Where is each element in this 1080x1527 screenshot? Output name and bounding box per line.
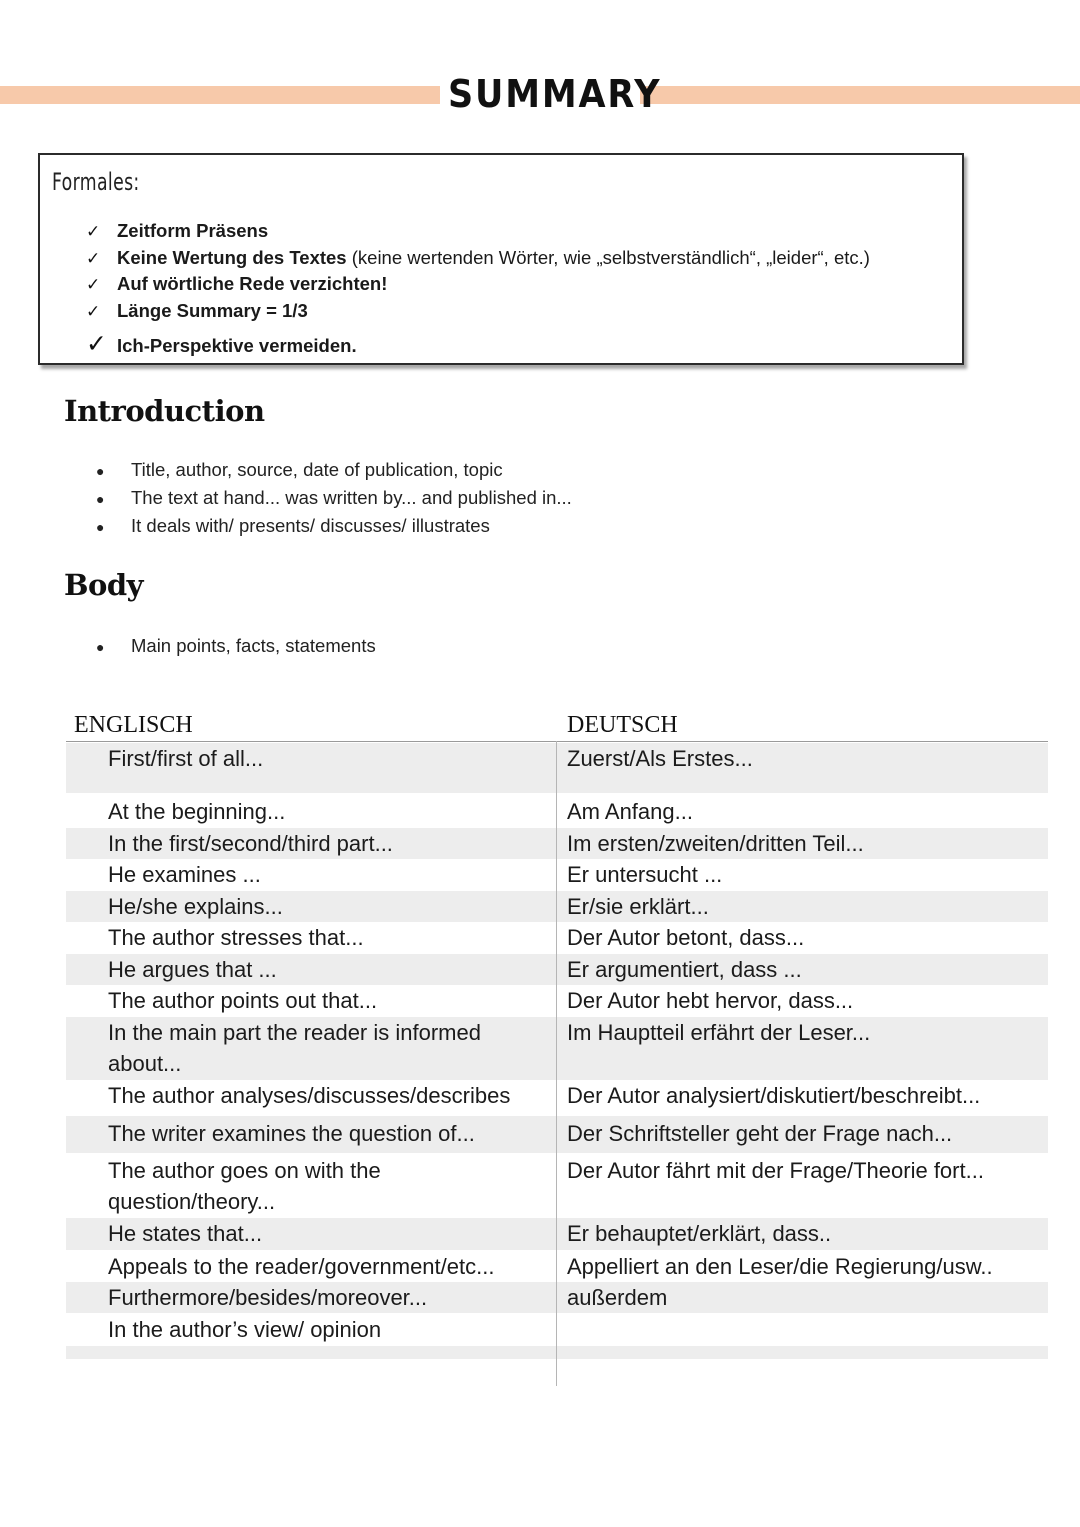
table-row	[66, 891, 1048, 922]
table-row	[66, 954, 1048, 985]
checklist-item	[86, 218, 268, 244]
cell-english: He states that...	[108, 1221, 263, 1246]
table-row	[66, 859, 1048, 890]
checkmark-icon: ✓	[86, 222, 101, 241]
cell-english: In the author’s view/ opinion	[108, 1317, 382, 1342]
list-item-text: The text at hand... was written by... and published in...	[131, 487, 572, 508]
cell-deutsch: außerdem	[567, 1285, 668, 1310]
cell-deutsch: Appelliert an den Leser/die Regierung/usw..	[567, 1254, 993, 1279]
table-header-deutsch: DEUTSCH	[567, 712, 678, 738]
cell-deutsch: Er argumentiert, dass ...	[567, 957, 802, 982]
table-row	[66, 1251, 1048, 1282]
table-row	[66, 1080, 1048, 1115]
cell-deutsch: Er behauptet/erklärt, dass..	[567, 1221, 832, 1246]
cell-deutsch: Der Autor hebt hervor, dass...	[567, 988, 854, 1013]
list-item	[96, 456, 503, 484]
list-item-text: Title, author, source, date of publication, topic	[131, 459, 503, 480]
table-header-divider	[66, 741, 1048, 742]
bullet-icon: ●	[96, 491, 105, 508]
checklist-item	[86, 331, 357, 357]
checkmark-icon: ✓	[86, 302, 101, 321]
cell-english: The writer examines the question of...	[108, 1121, 475, 1146]
cell-english: He examines ...	[108, 862, 261, 887]
list-item-text: Main points, facts, statements	[131, 635, 376, 656]
checklist-item	[86, 245, 870, 271]
cell-deutsch: Der Autor fährt mit der Frage/Theorie fort...	[567, 1158, 984, 1183]
cell-deutsch: Er untersucht ...	[567, 862, 723, 887]
table-row	[66, 796, 1048, 827]
table-row	[66, 1218, 1048, 1250]
table-row	[66, 828, 1048, 859]
table-row	[66, 1314, 1048, 1345]
table-row	[66, 1017, 1048, 1080]
table-header-english: ENGLISCH	[74, 712, 193, 738]
cell-english: He argues that ...	[108, 957, 277, 982]
introduction-heading: Introduction	[64, 394, 265, 428]
checklist-item	[86, 271, 387, 297]
cell-deutsch: Er/sie erklärt...	[567, 894, 709, 919]
cell-english: Furthermore/besides/moreover...	[108, 1285, 428, 1310]
page-title: SUMMARY	[448, 72, 662, 116]
cell-english: The author analyses/discusses/describes	[108, 1083, 511, 1108]
cell-deutsch: Am Anfang...	[567, 799, 693, 824]
checklist-item-bold: Ich-Perspektive vermeiden.	[117, 335, 357, 356]
body-heading: Body	[64, 568, 143, 602]
bullet-icon: ●	[96, 463, 105, 480]
cell-english: The author points out that...	[108, 988, 378, 1013]
cell-english: He/she explains...	[108, 894, 283, 919]
checklist-item	[86, 298, 308, 324]
cell-english: Appeals to the reader/government/etc...	[108, 1254, 495, 1279]
table-row	[66, 922, 1048, 953]
bullet-icon: ●	[96, 639, 105, 656]
checkmark-icon: ✓	[86, 330, 107, 358]
list-item	[96, 512, 490, 540]
checkmark-icon: ✓	[86, 249, 101, 268]
list-item	[96, 484, 572, 512]
checkmark-icon: ✓	[86, 275, 101, 294]
cell-english: In the main part the reader is informed about...	[108, 1020, 481, 1076]
cell-deutsch: Im ersten/zweiten/dritten Teil...	[567, 831, 864, 856]
table-column-divider	[556, 741, 557, 1386]
cell-deutsch: Der Autor betont, dass...	[567, 925, 805, 950]
cell-deutsch: Der Schriftsteller geht der Frage nach...	[567, 1121, 953, 1146]
checklist-item-bold: Keine Wertung des Textes	[117, 247, 347, 268]
cell-english: At the beginning...	[108, 799, 286, 824]
checklist-item-bold: Auf wörtliche Rede verzichten!	[117, 273, 388, 294]
formales-heading: Formales:	[52, 168, 140, 196]
cell-english: The author goes on with the question/theory...	[108, 1158, 381, 1214]
list-item	[96, 632, 376, 660]
checklist-item-rest: (keine wertenden Wörter, wie „selbstverständlich“, „leider“, etc.)	[346, 247, 870, 268]
bullet-icon: ●	[96, 519, 105, 536]
cell-deutsch: Im Hauptteil erfährt der Leser...	[567, 1020, 871, 1045]
table-row	[66, 1282, 1048, 1313]
table-row	[66, 1116, 1048, 1153]
cell-english: In the first/second/third part...	[108, 831, 393, 856]
cell-english: First/first of all...	[108, 746, 264, 771]
table-row	[66, 985, 1048, 1016]
table-row-spacer	[66, 1346, 1048, 1359]
table-row	[66, 1155, 1048, 1217]
cell-deutsch: Der Autor analysiert/diskutiert/beschreibt...	[567, 1083, 981, 1108]
list-item-text: It deals with/ presents/ discusses/ illustrates	[131, 515, 490, 536]
checklist-item-bold: Länge Summary = 1/3	[117, 300, 308, 321]
checklist-item-bold: Zeitform Präsens	[117, 220, 269, 241]
cell-english: The author stresses that...	[108, 925, 364, 950]
table-row	[66, 743, 1048, 793]
cell-deutsch: Zuerst/Als Erstes...	[567, 746, 753, 771]
